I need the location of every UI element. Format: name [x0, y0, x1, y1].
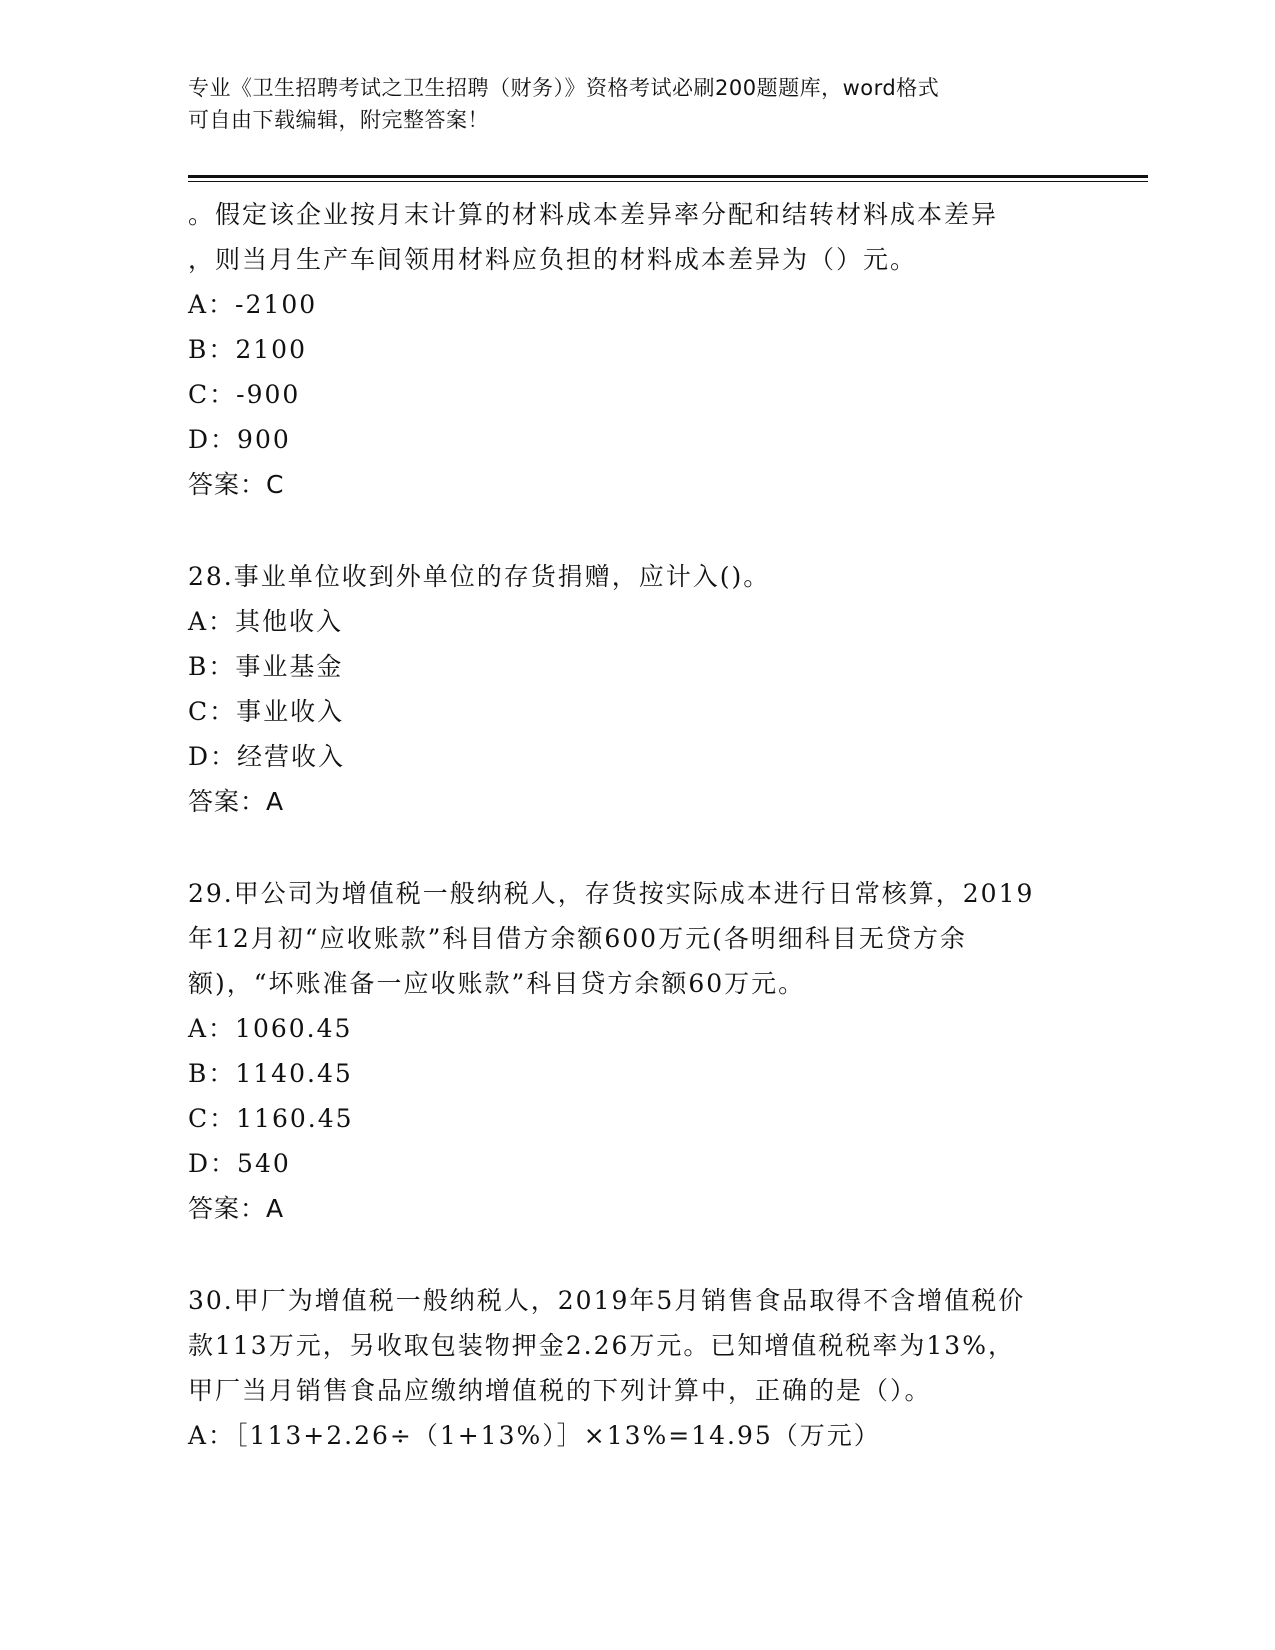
question-text-line: ，则当月生产车间领用材料应负担的材料成本差异为（）元。 — [188, 245, 918, 274]
option-b: B：2100 — [188, 335, 307, 364]
question-text-line: 28.事业单位收到外单位的存货捐赠，应计入()。 — [188, 562, 771, 591]
option-c: C：-900 — [188, 380, 301, 409]
option-a: A：1060.45 — [188, 1014, 353, 1043]
option-a: A：-2100 — [188, 290, 318, 319]
question-28 — [188, 554, 1088, 824]
option-c: C：1160.45 — [188, 1104, 354, 1133]
question-27 — [188, 192, 1088, 507]
header-title-line-2: 可自由下载编辑，附完整答案！ — [188, 108, 489, 132]
answer-text: 答案：C — [188, 470, 285, 499]
option-b: B：事业基金 — [188, 652, 344, 681]
option-d: D：经营收入 — [188, 742, 346, 771]
question-text-line: 年12月初“应收账款”科目借方余额600万元(各明细科目无贷方余 — [188, 924, 967, 953]
header-rule-thin — [188, 181, 1148, 182]
question-text-line: 。假定该企业按月末计算的材料成本差异率分配和结转材料成本差异 — [188, 200, 999, 229]
option-c: C：事业收入 — [188, 697, 345, 726]
question-text-line: 30.甲厂为增值税一般纳税人，2019年5月销售食品取得不含增值税价 — [188, 1286, 1026, 1315]
question-text-line: 29.甲公司为增值税一般纳税人，存货按实际成本进行日常核算，2019 — [188, 879, 1035, 908]
question-29 — [188, 871, 1088, 1231]
question-text-line: 款113万元，另收取包装物押金2.26万元。已知增值税税率为13%， — [188, 1331, 1015, 1360]
answer-text: 答案：A — [188, 1194, 285, 1223]
header-rule-thick — [188, 175, 1148, 178]
option-a: A：其他收入 — [188, 607, 344, 636]
option-d: D：540 — [188, 1149, 291, 1178]
option-b: B：1140.45 — [188, 1059, 353, 1088]
question-text-line: 额)，“坏账准备一应收账款”科目贷方余额60万元。 — [188, 969, 806, 998]
answer-text: 答案：A — [188, 787, 285, 816]
question-text-line: 甲厂当月销售食品应缴纳增值税的下列计算中，正确的是（）。 — [188, 1376, 932, 1405]
question-30 — [188, 1278, 1088, 1458]
document-header — [188, 72, 1088, 136]
option-a: A：［113+2.26÷（1+13%）］×13%=14.95（万元） — [188, 1421, 881, 1450]
header-title-line-1: 专业《卫生招聘考试之卫生招聘（财务）》资格考试必刷200题题库，word格式 — [188, 76, 940, 100]
option-d: D：900 — [188, 425, 291, 454]
document-body — [188, 192, 1088, 1458]
